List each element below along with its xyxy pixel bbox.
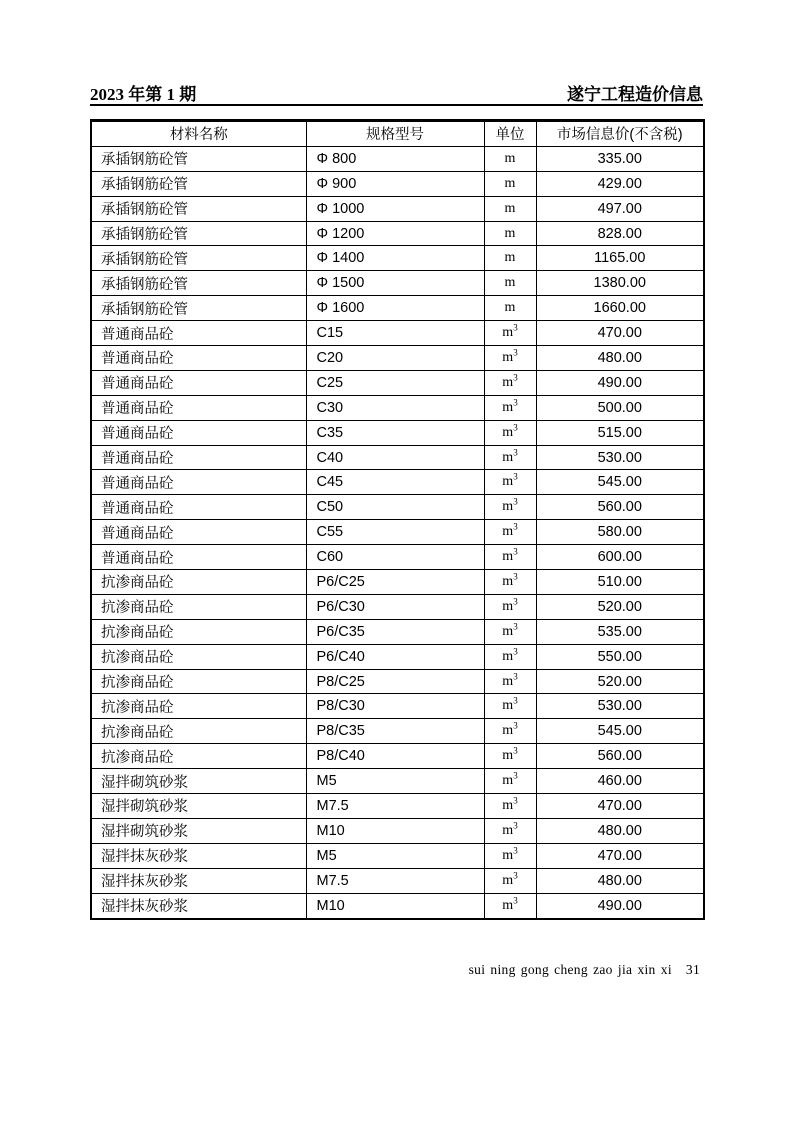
unit-cell: $m^3$: [484, 370, 536, 395]
price-cell: 580.00: [536, 520, 704, 545]
material-name-cell: 湿拌抹灰砂浆: [91, 868, 306, 893]
unit-cell: m: [484, 146, 536, 171]
unit-cell: $m^3$: [484, 769, 536, 794]
table-row: [91, 545, 704, 570]
material-name-cell: 承插钢筋砼管: [91, 171, 306, 196]
spec-cell: C40: [306, 445, 484, 470]
spec-cell: M7.5: [306, 868, 484, 893]
material-name-cell: 承插钢筋砼管: [91, 146, 306, 171]
table-row: [91, 843, 704, 868]
unit-cell: m: [484, 221, 536, 246]
unit-cell: $m^3$: [484, 594, 536, 619]
table-row: [91, 395, 704, 420]
price-cell: 510.00: [536, 570, 704, 595]
spec-cell: M7.5: [306, 794, 484, 819]
price-cell: 545.00: [536, 470, 704, 495]
price-cell: 1380.00: [536, 271, 704, 296]
material-name-cell: 湿拌抹灰砂浆: [91, 893, 306, 918]
spec-cell: M10: [306, 893, 484, 918]
material-name-cell: 普通商品砼: [91, 545, 306, 570]
unit-cell: $m^3$: [484, 520, 536, 545]
unit-cell: m: [484, 246, 536, 271]
price-cell: 480.00: [536, 868, 704, 893]
col-header-spec-model: 规格型号: [306, 121, 484, 147]
spec-cell: C50: [306, 495, 484, 520]
price-cell: 1165.00: [536, 246, 704, 271]
material-name-cell: 普通商品砼: [91, 370, 306, 395]
price-cell: 470.00: [536, 843, 704, 868]
price-cell: 550.00: [536, 644, 704, 669]
page-number: 31: [685, 962, 700, 977]
material-name-cell: 湿拌抹灰砂浆: [91, 843, 306, 868]
unit-cell: m: [484, 171, 536, 196]
table-row: [91, 321, 704, 346]
col-header-material-name: 材料名称: [91, 121, 306, 147]
spec-cell: P6/C25: [306, 570, 484, 595]
material-name-cell: 抗渗商品砼: [91, 644, 306, 669]
unit-cell: $m^3$: [484, 694, 536, 719]
table-row: [91, 296, 704, 321]
table-row: [91, 470, 704, 495]
table-row: [91, 520, 704, 545]
price-cell: 470.00: [536, 321, 704, 346]
footer-pinyin: sui ning gong cheng zao jia xin xi: [468, 962, 672, 977]
table-row: [91, 619, 704, 644]
material-name-cell: 承插钢筋砼管: [91, 271, 306, 296]
unit-cell: $m^3$: [484, 445, 536, 470]
material-price-table: [90, 119, 705, 920]
page-header: [90, 80, 703, 105]
unit-cell: $m^3$: [484, 420, 536, 445]
table-row: [91, 420, 704, 445]
unit-cell: m: [484, 271, 536, 296]
spec-cell: M5: [306, 843, 484, 868]
material-name-cell: 普通商品砼: [91, 470, 306, 495]
material-name-cell: 抗渗商品砼: [91, 744, 306, 769]
table-row: [91, 719, 704, 744]
price-cell: 490.00: [536, 370, 704, 395]
unit-cell: $m^3$: [484, 545, 536, 570]
price-cell: 490.00: [536, 893, 704, 918]
material-name-cell: 普通商品砼: [91, 495, 306, 520]
material-name-cell: 承插钢筋砼管: [91, 196, 306, 221]
spec-cell: P6/C30: [306, 594, 484, 619]
spec-cell: M10: [306, 818, 484, 843]
material-name-cell: 普通商品砼: [91, 445, 306, 470]
col-header-market-price: 市场信息价(不含税): [536, 121, 704, 147]
table-row: [91, 744, 704, 769]
spec-cell: P8/C40: [306, 744, 484, 769]
spec-cell: C55: [306, 520, 484, 545]
material-name-cell: 湿拌砌筑砂浆: [91, 794, 306, 819]
material-name-cell: 普通商品砼: [91, 420, 306, 445]
price-cell: 520.00: [536, 594, 704, 619]
table-row: [91, 346, 704, 371]
table-row: [91, 818, 704, 843]
table-row: [91, 669, 704, 694]
material-name-cell: 承插钢筋砼管: [91, 246, 306, 271]
table-row: [91, 594, 704, 619]
spec-cell: C25: [306, 370, 484, 395]
material-name-cell: 承插钢筋砼管: [91, 221, 306, 246]
spec-cell: P6/C40: [306, 644, 484, 669]
issue-title: 2023 年第 1 期: [90, 85, 197, 104]
price-cell: 429.00: [536, 171, 704, 196]
price-cell: 560.00: [536, 744, 704, 769]
price-cell: 530.00: [536, 445, 704, 470]
price-cell: 500.00: [536, 395, 704, 420]
price-cell: 460.00: [536, 769, 704, 794]
material-name-cell: 普通商品砼: [91, 346, 306, 371]
unit-cell: $m^3$: [484, 843, 536, 868]
table-row: [91, 495, 704, 520]
unit-cell: $m^3$: [484, 570, 536, 595]
table-row: [91, 196, 704, 221]
spec-cell: Φ 1200: [306, 221, 484, 246]
unit-cell: $m^3$: [484, 818, 536, 843]
spec-cell: Φ 1600: [306, 296, 484, 321]
table-body: [91, 146, 704, 918]
price-cell: 480.00: [536, 818, 704, 843]
unit-cell: $m^3$: [484, 321, 536, 346]
unit-cell: $m^3$: [484, 644, 536, 669]
price-cell: 480.00: [536, 346, 704, 371]
header-divider: [90, 104, 703, 106]
spec-cell: Φ 1400: [306, 246, 484, 271]
material-name-cell: 抗渗商品砼: [91, 570, 306, 595]
price-cell: 828.00: [536, 221, 704, 246]
price-cell: 470.00: [536, 794, 704, 819]
unit-cell: $m^3$: [484, 719, 536, 744]
material-name-cell: 抗渗商品砼: [91, 669, 306, 694]
material-name-cell: 承插钢筋砼管: [91, 296, 306, 321]
table-row: [91, 221, 704, 246]
spec-cell: P8/C25: [306, 669, 484, 694]
price-cell: 1660.00: [536, 296, 704, 321]
price-cell: 520.00: [536, 669, 704, 694]
unit-cell: $m^3$: [484, 893, 536, 918]
price-cell: 560.00: [536, 495, 704, 520]
unit-cell: $m^3$: [484, 495, 536, 520]
price-cell: 535.00: [536, 619, 704, 644]
material-name-cell: 湿拌砌筑砂浆: [91, 818, 306, 843]
table-row: [91, 246, 704, 271]
table-row: [91, 146, 704, 171]
price-cell: 335.00: [536, 146, 704, 171]
spec-cell: P6/C35: [306, 619, 484, 644]
material-name-cell: 普通商品砼: [91, 395, 306, 420]
unit-cell: m: [484, 296, 536, 321]
page-footer: [469, 962, 700, 978]
table-row: [91, 644, 704, 669]
publication-title: 遂宁工程造价信息: [567, 85, 703, 104]
spec-cell: C45: [306, 470, 484, 495]
spec-cell: P8/C35: [306, 719, 484, 744]
material-name-cell: 抗渗商品砼: [91, 694, 306, 719]
spec-cell: Φ 800: [306, 146, 484, 171]
material-name-cell: 湿拌砌筑砂浆: [91, 769, 306, 794]
unit-cell: $m^3$: [484, 868, 536, 893]
table-row: [91, 271, 704, 296]
price-cell: 497.00: [536, 196, 704, 221]
unit-cell: $m^3$: [484, 619, 536, 644]
table-row: [91, 794, 704, 819]
table-row: [91, 171, 704, 196]
table-header: [91, 121, 704, 147]
table-row: [91, 868, 704, 893]
unit-cell: $m^3$: [484, 470, 536, 495]
unit-cell: $m^3$: [484, 744, 536, 769]
table-row: [91, 445, 704, 470]
header-row: [91, 121, 704, 147]
material-name-cell: 普通商品砼: [91, 321, 306, 346]
table-row: [91, 570, 704, 595]
spec-cell: M5: [306, 769, 484, 794]
spec-cell: Φ 1500: [306, 271, 484, 296]
spec-cell: C15: [306, 321, 484, 346]
material-name-cell: 抗渗商品砼: [91, 719, 306, 744]
unit-cell: $m^3$: [484, 346, 536, 371]
material-name-cell: 普通商品砼: [91, 520, 306, 545]
spec-cell: P8/C30: [306, 694, 484, 719]
spec-cell: C30: [306, 395, 484, 420]
col-header-unit: 单位: [484, 121, 536, 147]
table-row: [91, 370, 704, 395]
spec-cell: Φ 1000: [306, 196, 484, 221]
price-cell: 530.00: [536, 694, 704, 719]
unit-cell: $m^3$: [484, 794, 536, 819]
material-name-cell: 抗渗商品砼: [91, 619, 306, 644]
table-row: [91, 769, 704, 794]
spec-cell: C35: [306, 420, 484, 445]
price-cell: 545.00: [536, 719, 704, 744]
table-row: [91, 893, 704, 918]
table-row: [91, 694, 704, 719]
spec-cell: C60: [306, 545, 484, 570]
material-name-cell: 抗渗商品砼: [91, 594, 306, 619]
unit-cell: $m^3$: [484, 669, 536, 694]
spec-cell: C20: [306, 346, 484, 371]
unit-cell: $m^3$: [484, 395, 536, 420]
unit-cell: m: [484, 196, 536, 221]
spec-cell: Φ 900: [306, 171, 484, 196]
price-cell: 600.00: [536, 545, 704, 570]
price-cell: 515.00: [536, 420, 704, 445]
